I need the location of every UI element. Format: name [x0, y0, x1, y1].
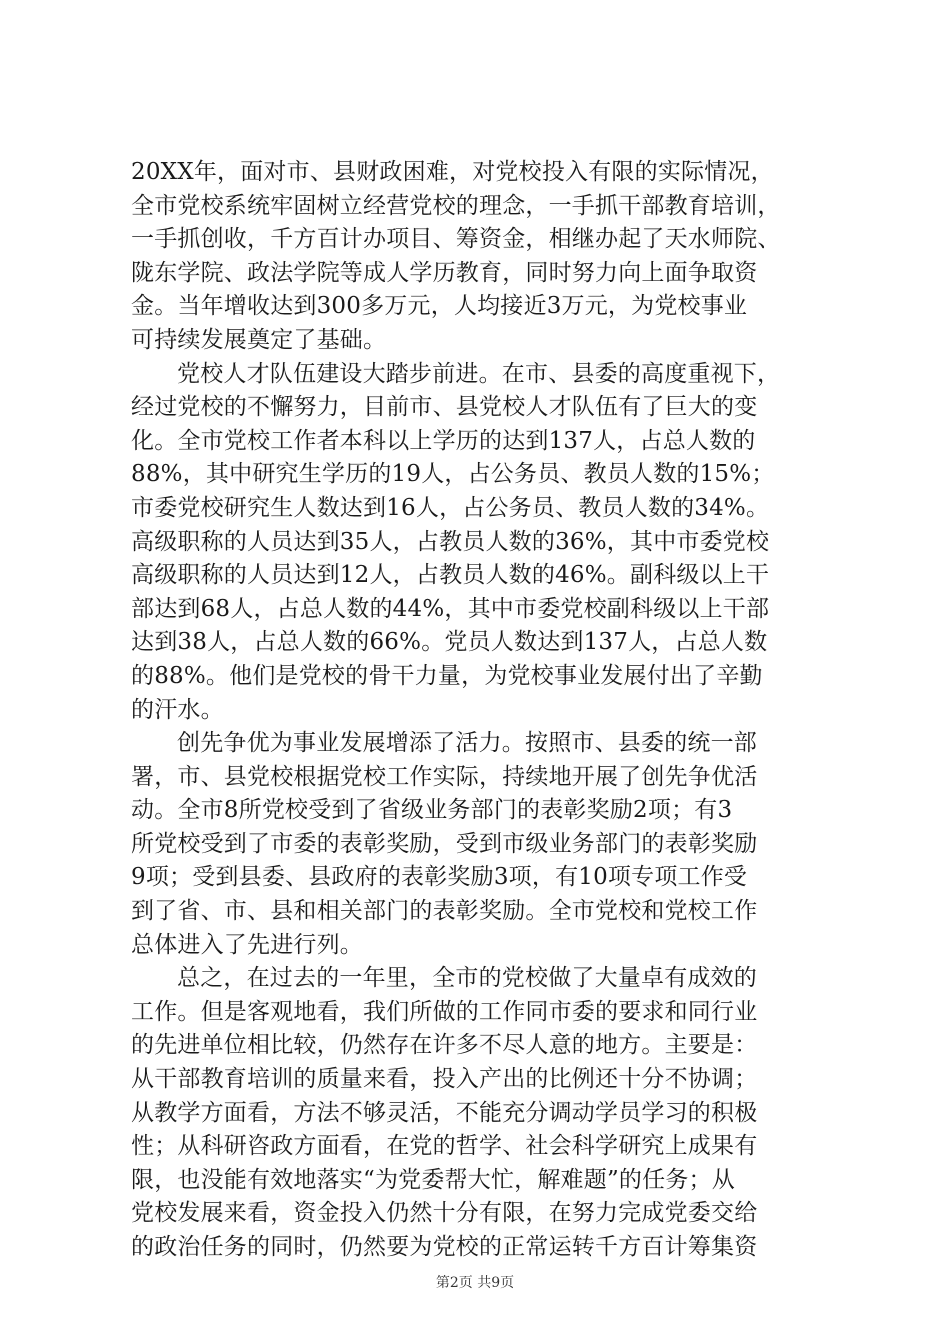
text-line: 限，也没能有效地落实“为党委帮大忙，解难题”的任务；从: [131, 1166, 735, 1193]
text-line: 金。当年增收达到300多万元，人均接近3万元，为党校事业: [131, 293, 748, 320]
text-line: 所党校受到了市委的表彰奖励，受到市级业务部门的表彰奖励: [131, 830, 758, 857]
text-line: 陇东学院、政法学院等成人学历教育，同时努力向上面争取资: [131, 259, 758, 286]
text-line: 达到38人，占总人数的66%。党员人数达到137人，占总人数: [131, 629, 768, 656]
text-line: 化。全市党校工作者本科以上学历的达到137人，占总人数的: [131, 427, 756, 454]
text-line: 可持续发展奠定了基础。: [131, 326, 387, 353]
text-line: 的政治任务的同时，仍然要为党校的正常运转千方百计筹集资: [131, 1234, 758, 1260]
text-line: 从教学方面看，方法不够灵活，不能充分调动学员学习的积极: [131, 1099, 758, 1126]
text-line: 性；从科研咨政方面看，在党的哲学、社会科学研究上成果有: [131, 1133, 758, 1160]
page-footer: [0, 1272, 950, 1292]
text-line: 的汗水。: [131, 696, 224, 723]
text-line: 党校发展来看，资金投入仍然十分有限，在努力完成党委交给: [131, 1200, 758, 1227]
text-line: 的先进单位相比较，仍然存在许多不尽人意的地方。主要是：: [131, 1032, 758, 1059]
text-line: 从干部教育培训的质量来看，投入产出的比例还十分不协调；: [131, 1066, 758, 1093]
text-line: 88%，其中研究生学历的19人，占公务员、教员人数的15%；: [131, 461, 775, 488]
text-line: 高级职称的人员达到12人，占教员人数的46%。副科级以上干: [131, 562, 770, 589]
text-line: 动。全市8所党校受到了省级业务部门的表彰奖励2项；有3: [131, 797, 733, 824]
text-line: 总体进入了先进行列。: [131, 931, 363, 958]
paragraph-start-line: 总之，在过去的一年里，全市的党校做了大量卓有成效的: [177, 965, 757, 992]
text-line: 高级职称的人员达到35人，占教员人数的36%，其中市委党校: [131, 528, 770, 555]
text-line: 署，市、县党校根据党校工作实际，持续地开展了创先争优活: [131, 763, 758, 790]
document-body: [131, 156, 831, 1265]
text-line: 经过党校的不懈努力，目前市、县党校人才队伍有了巨大的变: [131, 394, 758, 421]
text-line: 全市党校系统牢固树立经营党校的理念，一手抓干部教育培训，: [131, 192, 781, 219]
text-line: 工作。但是客观地看，我们所做的工作同市委的要求和同行业: [131, 998, 758, 1025]
text-line: 的88%。他们是党校的骨干力量，为党校事业发展付出了辛勤: [131, 662, 763, 689]
paragraph-start-line: 创先争优为事业发展增添了活力。按照市、县委的统一部: [177, 730, 757, 757]
text-line: 市委党校研究生人数达到16人，占公务员、教员人数的34%。: [131, 494, 770, 521]
text-line: 9项；受到县委、县政府的表彰奖励3项，有10项专项工作受: [131, 864, 748, 891]
page-number: 第2页 共9页: [435, 1275, 515, 1291]
text-line: 一手抓创收，千方百计办项目、筹资金，相继办起了天水师院、: [131, 226, 781, 253]
paragraph-start-line: 党校人才队伍建设大踏步前进。在市、县委的高度重视下，: [177, 360, 781, 387]
text-line: 部达到68人，占总人数的44%，其中市委党校副科级以上干部: [131, 595, 770, 622]
text-line: 20XX年，面对市、县财政困难，对党校投入有限的实际情况，: [131, 159, 774, 185]
text-line: 到了省、市、县和相关部门的表彰奖励。全市党校和党校工作: [131, 898, 758, 925]
